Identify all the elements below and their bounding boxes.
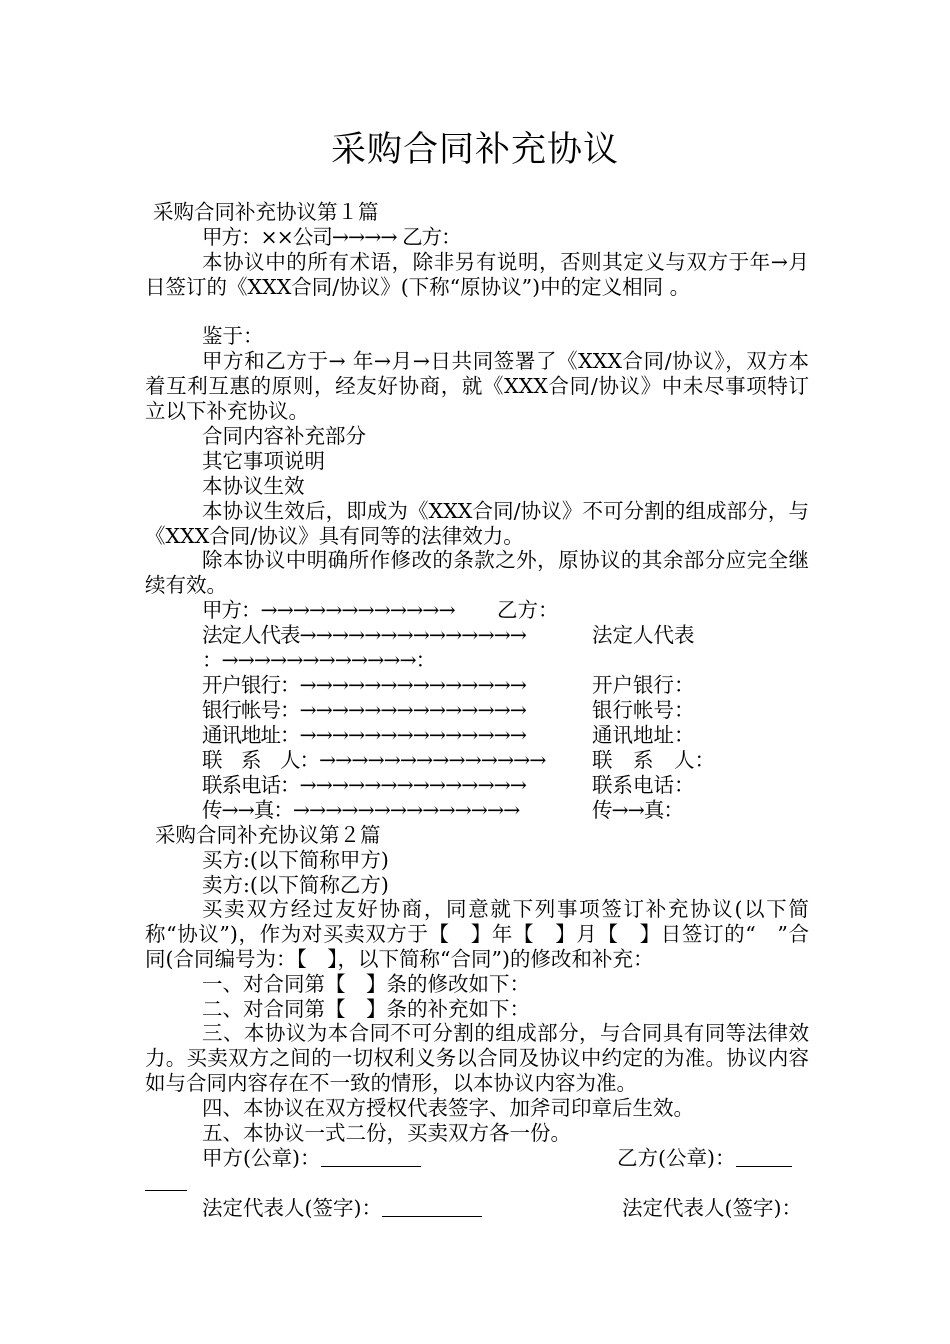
sig-rep-b: 法定人代表	[592, 623, 695, 647]
sig-row-left: 联系电话：→→→→→→→→→→→→→→	[202, 773, 526, 797]
document-title: 采购合同补充协议	[330, 130, 619, 170]
effective-paragraph: 本协议生效后，即成为《XXX合同/协议》不可分割的组成部分，与《XXX合同/协议》具有同等的法律效力。	[145, 499, 809, 548]
section-heading-2: 采购合同补充协议第２篇	[155, 823, 381, 847]
seal-party-b: 乙方(公章)：	[617, 1146, 792, 1171]
clause-1: 一、对合同第【 】条的修改如下：	[202, 972, 530, 996]
seal-a-blank	[321, 1146, 421, 1167]
sig-row-right: 银行帐号：	[592, 698, 695, 722]
sig-row-right: 传→→真：	[592, 798, 683, 822]
terms-paragraph: 本协议中的所有术语，除非另有说明，否则其定义与双方于年→月 日签订的《XXX合同/协议》(下称“原协议”)中的定义相同 。	[145, 250, 809, 299]
sig-party-b: 乙方：	[497, 598, 559, 622]
whereas-label: 鉴于：	[202, 324, 264, 348]
sig-rep-a: 法定人代表→→→→→→→→→→→→→→	[202, 623, 526, 647]
clause-5: 五、本协议一式二份，买卖双方各一份。	[202, 1121, 571, 1145]
sig-row-left: 传→→真：→→→→→→→→→→→→→→	[202, 798, 520, 822]
clause-2: 二、对合同第【 】条的补充如下：	[202, 997, 530, 1021]
seal-b-blank	[736, 1146, 792, 1167]
sig-row-right: 通讯地址：	[592, 723, 695, 747]
intro-paragraph: 买卖双方经过友好协商，同意就下列事项签订补充协议(以下简称“协议”)，作为对买卖双方于【 】年【 】月【 】日签订的“ ”合同(合同编号为：【 】，以下简称“合同”)的修改和补充：	[145, 897, 809, 971]
seal-party-a: 甲方(公章)：	[202, 1146, 421, 1171]
clause-3: 三、本协议为本合同不可分割的组成部分，与合同具有同等法律效力。买卖双方之间的一切权利义务以合同及协议中约定的为准。协议内容如与合同内容存在不一致的情形，以本协议内容为准。	[145, 1021, 809, 1095]
sig-party-a: 甲方：→→→→→→→→→→→→	[202, 598, 455, 622]
sig-row-right: 联 系 人：	[592, 748, 715, 772]
sig-row-right: 联系电话：	[592, 773, 695, 797]
section-heading-1: 采购合同补充协议第１篇	[153, 200, 379, 224]
sig-row-left: 银行帐号：→→→→→→→→→→→→→→	[202, 698, 526, 722]
item-supplement: 合同内容补充部分	[202, 424, 366, 448]
seal-b-blank-wrap	[145, 1190, 187, 1191]
remaining-paragraph: 除本协议中明确所作修改的条款之外，原协议的其余部分应完全继续有效。	[145, 548, 809, 597]
rep-party-a: 法定代表人(签字)：	[202, 1196, 482, 1221]
parties-line: 甲方：××公司→→→→ 乙方：	[202, 225, 461, 249]
seller-line: 卖方:(以下简称乙方)	[202, 873, 389, 897]
sig-row-right: 开户银行：	[592, 673, 695, 697]
sig-row-left: 通讯地址：→→→→→→→→→→→→→→	[202, 723, 526, 747]
rep-party-b: 法定代表人(签字)：	[622, 1196, 802, 1220]
sig-rep-continued: ：→→→→→→→→→→→→：	[202, 648, 436, 672]
sig-row-left: 开户银行：→→→→→→→→→→→→→→	[202, 673, 526, 697]
sig-row-left: 联 系 人：→→→→→→→→→→→→→→	[202, 748, 546, 772]
clause-4: 四、本协议在双方授权代表签字、加斧司印章后生效。	[202, 1096, 694, 1120]
rep-a-blank	[382, 1196, 482, 1217]
buyer-line: 买方:(以下简称甲方)	[202, 848, 389, 872]
item-other: 其它事项说明	[202, 449, 325, 473]
item-effective: 本协议生效	[202, 474, 305, 498]
whereas-paragraph: 甲方和乙方于→ 年→月→日共同签署了《XXX合同/协议》，双方本着互利互惠的原则，经友好协商，就《XXX合同/协议》中未尽事项特订立以下补充协议。	[145, 349, 809, 423]
